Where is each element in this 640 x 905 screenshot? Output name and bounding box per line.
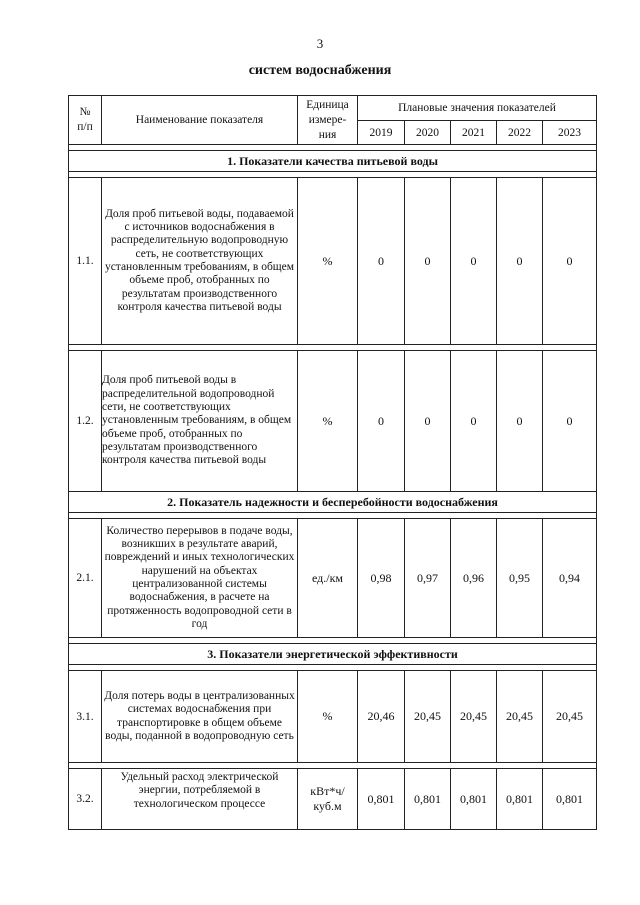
table-row <box>69 519 597 638</box>
header-year: 2019 <box>358 121 405 145</box>
row-value: 0 <box>543 351 597 492</box>
row-num: 3.2. <box>69 769 102 830</box>
row-unit: % <box>298 351 358 492</box>
row-num: 1.2. <box>69 351 102 492</box>
row-num: 1.1. <box>69 178 102 345</box>
section-row <box>69 644 597 665</box>
row-value: 20,46 <box>358 671 405 763</box>
row-num: 2.1. <box>69 519 102 638</box>
table-row <box>69 671 597 763</box>
page-number: 3 <box>316 36 324 51</box>
row-name <box>102 769 298 830</box>
header-num: № п/п <box>69 96 102 145</box>
row-value: 0,801 <box>358 769 405 830</box>
row-value: 0 <box>543 178 597 345</box>
row-value: 0,97 <box>405 519 451 638</box>
table-row <box>69 178 597 345</box>
row-name: Количество перерывов в подаче воды, возникших в результате аварий, повреждений и иных технологических нарушений на объектах централизованной системы водоснабжения, в расчете на протяженность водопроводной сети в год <box>102 519 298 638</box>
section-title: 3. Показатели энергетической эффективности <box>69 644 597 665</box>
row-value: 20,45 <box>405 671 451 763</box>
header-plan: Плановые значения показателей <box>358 96 597 121</box>
row-value: 20,45 <box>451 671 497 763</box>
row-name: Доля проб питьевой воды в распределительной водопроводной сети, не соответствующих установленным требованиям, в общем объеме проб, отобранных по результатам производственного контроля качества питьевой воды <box>102 351 298 492</box>
section-row <box>69 492 597 513</box>
row-value: 20,45 <box>543 671 597 763</box>
document-title: систем водоснабжения <box>248 63 392 78</box>
row-value: 0,94 <box>543 519 597 638</box>
row-name: Доля потерь воды в централизованных системах водоснабжения при транспортировке в общем объеме воды, поданной в водопроводную сеть <box>102 671 298 763</box>
row-value: 0,801 <box>405 769 451 830</box>
header-name: Наименование показателя <box>102 96 298 145</box>
row-unit <box>298 769 358 830</box>
row-value: 0 <box>497 178 543 345</box>
row-value: 0,95 <box>497 519 543 638</box>
row-value: 0,801 <box>543 769 597 830</box>
row-unit: % <box>298 671 358 763</box>
section-row <box>69 151 597 172</box>
row-unit: ед./км <box>298 519 358 638</box>
row-value: 0 <box>497 351 543 492</box>
row-value: 0 <box>451 178 497 345</box>
section-title: 2. Показатель надежности и бесперебойности водоснабжения <box>69 492 597 513</box>
row-unit-text: кВт*ч/ куб.м <box>310 784 345 813</box>
table-row <box>69 769 597 830</box>
row-value: 20,45 <box>497 671 543 763</box>
row-value: 0 <box>358 178 405 345</box>
header-year: 2023 <box>543 121 597 145</box>
row-value: 0 <box>405 178 451 345</box>
header-year: 2022 <box>497 121 543 145</box>
row-value: 0,98 <box>358 519 405 638</box>
row-value: 0 <box>451 351 497 492</box>
header-year: 2021 <box>451 121 497 145</box>
row-value: 0 <box>405 351 451 492</box>
section-title: 1. Показатели качества питьевой воды <box>69 151 597 172</box>
row-value: 0,801 <box>451 769 497 830</box>
row-name-text: Удельный расход электрической энергии, потребляемой в технологическом процессе <box>120 771 279 810</box>
header-unit: Единица измере- ния <box>298 96 358 145</box>
row-value: 0 <box>358 351 405 492</box>
row-value: 0,801 <box>497 769 543 830</box>
header-year: 2020 <box>405 121 451 145</box>
row-unit: % <box>298 178 358 345</box>
header-row <box>69 96 597 121</box>
row-num: 3.1. <box>69 671 102 763</box>
table-row <box>69 351 597 492</box>
row-name: Доля проб питьевой воды, подаваемой с источников водоснабжения в распределительную водопроводную сеть, не соответствующих установленным требованиям, в общем объеме проб, отобранных по результатам производственного контроля качества питьевой воды <box>102 178 298 345</box>
row-value: 0,96 <box>451 519 497 638</box>
indicators-table <box>68 95 597 830</box>
